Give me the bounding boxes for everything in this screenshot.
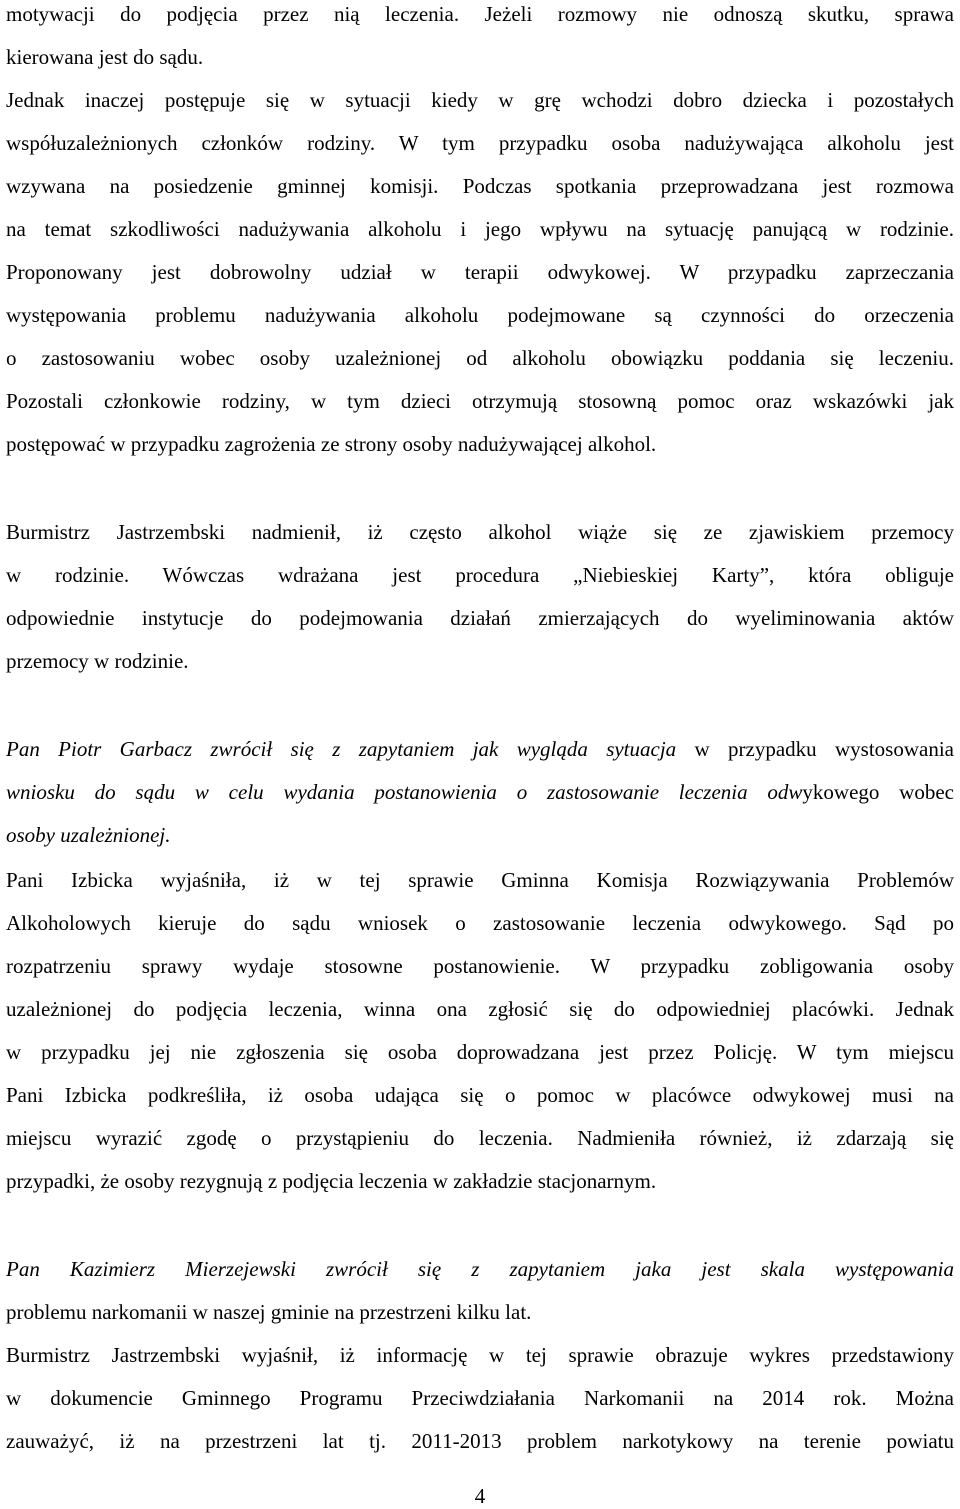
text-line: wzywana na posiedzenie gminnej komisji. Podczas spotkania przeprowadzana jest rozmowa xyxy=(6,174,954,198)
text-line: przemocy w rodzinie. xyxy=(6,649,189,673)
text-line: Alkoholowych kieruje do sądu wniosek o zastosowanie leczenia odwykowego. Sąd po xyxy=(6,911,954,935)
text-line: przypadki, że osoby rezygnują z podjęcia leczenia w zakładzie stacjonarnym. xyxy=(6,1169,657,1193)
text-line xyxy=(6,778,954,806)
text-line: Burmistrz Jastrzembski wyjaśnił, iż informację w tej sprawie obrazuje wykres przedstawiony xyxy=(6,1343,954,1367)
text-line: Pani Izbicka podkreśliła, iż osoba udająca się o pomoc w placówce odwykowej musi na xyxy=(6,1083,954,1107)
text-line: Pozostali członkowie rodziny, w tym dzieci otrzymują stosowną pomoc oraz wskazówki jak xyxy=(6,389,954,413)
text-line: postępować w przypadku zagrożenia ze strony osoby nadużywającej alkohol. xyxy=(6,432,657,456)
text-line xyxy=(6,1255,954,1283)
italic-text: osoby uzależnionej. xyxy=(6,823,171,847)
text-line: w przypadku jej nie zgłoszenia się osoba doprowadzana jest przez Policję. W tym miejscu xyxy=(6,1040,954,1064)
text-line: motywacji do podjęcia przez nią leczenia. Jeżeli rozmowy nie odnoszą skutku, sprawa xyxy=(6,2,954,26)
text-line: Burmistrz Jastrzembski nadmienił, iż często alkohol wiąże się ze zjawiskiem przemocy xyxy=(6,520,954,544)
regular-text: w przypadku wystosowania xyxy=(676,737,954,761)
text-line: w rodzinie. Wówczas wdrażana jest procedura „Niebieskiej Karty”, która obliguje xyxy=(6,563,954,587)
text-line: w dokumencie Gminnego Programu Przeciwdziałania Narkomanii na 2014 rok. Można xyxy=(6,1386,954,1410)
text-line: odpowiednie instytucje do podejmowania działań zmierzających do wyeliminowania aktów xyxy=(6,606,954,630)
text-line: o zastosowaniu wobec osoby uzależnionej od alkoholu obowiązku poddania się leczeniu. xyxy=(6,346,954,370)
text-line: Jednak inaczej postępuje się w sytuacji kiedy w grę wchodzi dobro dziecka i pozostałych xyxy=(6,88,954,112)
text-line: uzależnionej do podjęcia leczenia, winna ona zgłosić się do odpowiedniej placówki. Jednak xyxy=(6,997,954,1021)
text-line: na temat szkodliwości nadużywania alkoholu i jego wpływu na sytuację panującą w rodzinie. xyxy=(6,217,954,241)
regular-text: problemu narkomanii w naszej gminie na przestrzeni kilku lat. xyxy=(6,1300,532,1324)
page-number: 4 xyxy=(474,1484,486,1508)
text-line: Proponowany jest dobrowolny udział w terapii odwykowej. W przypadku zaprzeczania xyxy=(6,260,954,284)
text-line: zauważyć, iż na przestrzeni lat tj. 2011-2013 problem narkotykowy na terenie powiatu xyxy=(6,1429,954,1453)
italic-text: wniosku do sądu w celu wydania postanowienia o zastosowanie leczenia odw xyxy=(6,780,803,804)
text-line: rozpatrzeniu sprawy wydaje stosowne postanowienie. W przypadku zobligowania osoby xyxy=(6,954,954,978)
text-line xyxy=(6,735,954,763)
text-line: występowania problemu nadużywania alkoholu podejmowane są czynności do orzeczenia xyxy=(6,303,954,327)
italic-text: Pan Piotr Garbacz zwrócił się z zapytaniem jak wygląda sytuacja xyxy=(6,737,677,761)
text-line: kierowana jest do sądu. xyxy=(6,45,204,69)
italic-text: Pan Kazimierz Mierzejewski zwrócił się z zapytaniem jaka jest skala występowania xyxy=(6,1257,954,1281)
text-line xyxy=(6,821,954,849)
text-line xyxy=(6,1298,954,1326)
text-line: Pani Izbicka wyjaśniła, iż w tej sprawie Gminna Komisja Rozwiązywania Problemów xyxy=(6,868,954,892)
text-line: miejscu wyrazić zgodę o przystąpieniu do leczenia. Nadmieniła również, iż zdarzają się xyxy=(6,1126,954,1150)
regular-text: ykowego wobec xyxy=(802,780,954,804)
text-line: współuzależnionych członków rodziny. W tym przypadku osoba nadużywająca alkoholu jest xyxy=(6,131,954,155)
